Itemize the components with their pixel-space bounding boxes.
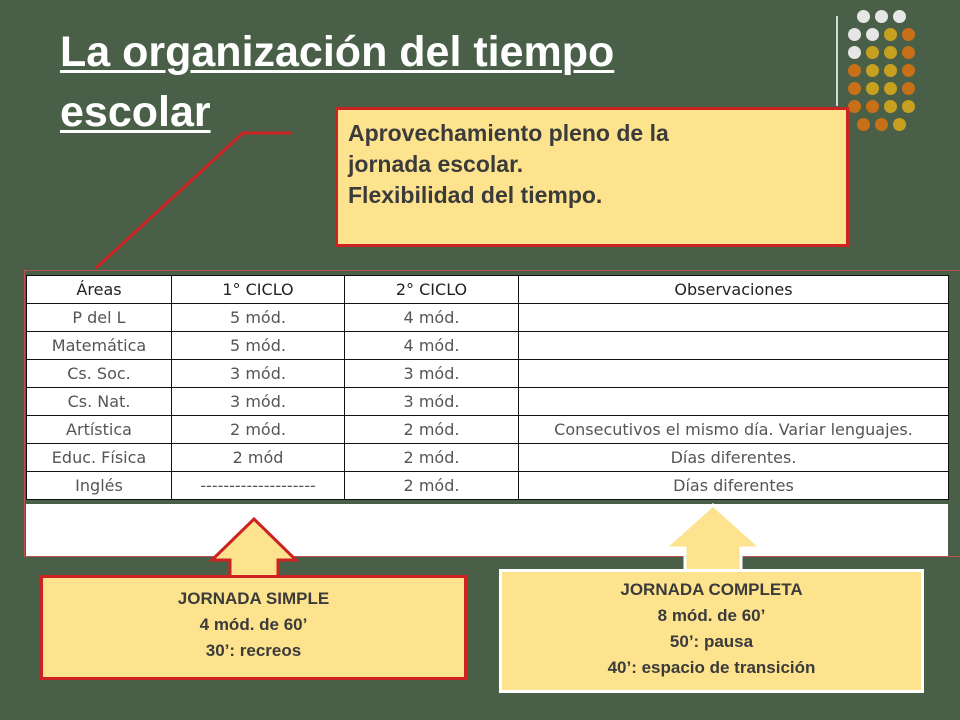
table-cell: 2 mód.: [345, 472, 519, 500]
table-cell: Inglés: [27, 472, 172, 500]
callout-line: Aprovechamiento pleno de la: [348, 120, 669, 146]
callout-line: Flexibilidad del tiempo.: [348, 182, 603, 208]
table-cell: 2 mód.: [172, 416, 345, 444]
table-cell: 5 mód.: [172, 332, 345, 360]
column-header: Áreas: [27, 276, 172, 304]
table-cell: 3 mód.: [345, 360, 519, 388]
up-arrow-simple: [212, 519, 296, 582]
jornada-simple-line: 30’: recreos: [205, 641, 302, 660]
table-cell: 3 mód.: [345, 388, 519, 416]
jornada-completa-line: JORNADA COMPLETA: [620, 580, 803, 599]
column-header: 1° CICLO: [172, 276, 345, 304]
jornada-completa-line: 50’: pausa: [669, 632, 754, 651]
jornada-simple-line: JORNADA SIMPLE: [177, 589, 330, 608]
table-cell: Educ. Física: [27, 444, 172, 472]
table-cell: 3 mód.: [172, 388, 345, 416]
jornada-completa-line: 8 mód. de 60’: [657, 606, 766, 625]
jornada-completa-line: 40’: espacio de transición: [607, 658, 816, 677]
jornada-simple-line: 4 mód. de 60’: [199, 615, 308, 634]
callout-line: jornada escolar.: [348, 151, 524, 177]
jornada-completa-box: [499, 569, 924, 693]
column-header: 2° CICLO: [345, 276, 519, 304]
jornada-simple-box: [40, 575, 467, 680]
table-cell: 4 mód.: [345, 304, 519, 332]
table-cell: 5 mód.: [172, 304, 345, 332]
table-cell: Cs. Soc.: [27, 360, 172, 388]
table-cell: --------------------: [172, 472, 345, 500]
table-cell: 2 mód: [172, 444, 345, 472]
table-cell: Días diferentes.: [519, 444, 949, 472]
table-cell: 2 mód.: [345, 444, 519, 472]
table-cell: Cs. Nat.: [27, 388, 172, 416]
table-cell: Días diferentes: [519, 472, 949, 500]
up-arrow-completa: [665, 505, 761, 575]
table-cell: Consecutivos el mismo día. Variar lenguajes.: [519, 416, 949, 444]
table-cell: 4 mód.: [345, 332, 519, 360]
table-cell: P del L: [27, 304, 172, 332]
column-header: Observaciones: [519, 276, 949, 304]
table-cell: Matemática: [27, 332, 172, 360]
table-cell: 3 mód.: [172, 360, 345, 388]
table-cell: Artística: [27, 416, 172, 444]
slide-title: La organización del tiempo escolar: [60, 28, 615, 136]
table-cell: 2 mód.: [345, 416, 519, 444]
